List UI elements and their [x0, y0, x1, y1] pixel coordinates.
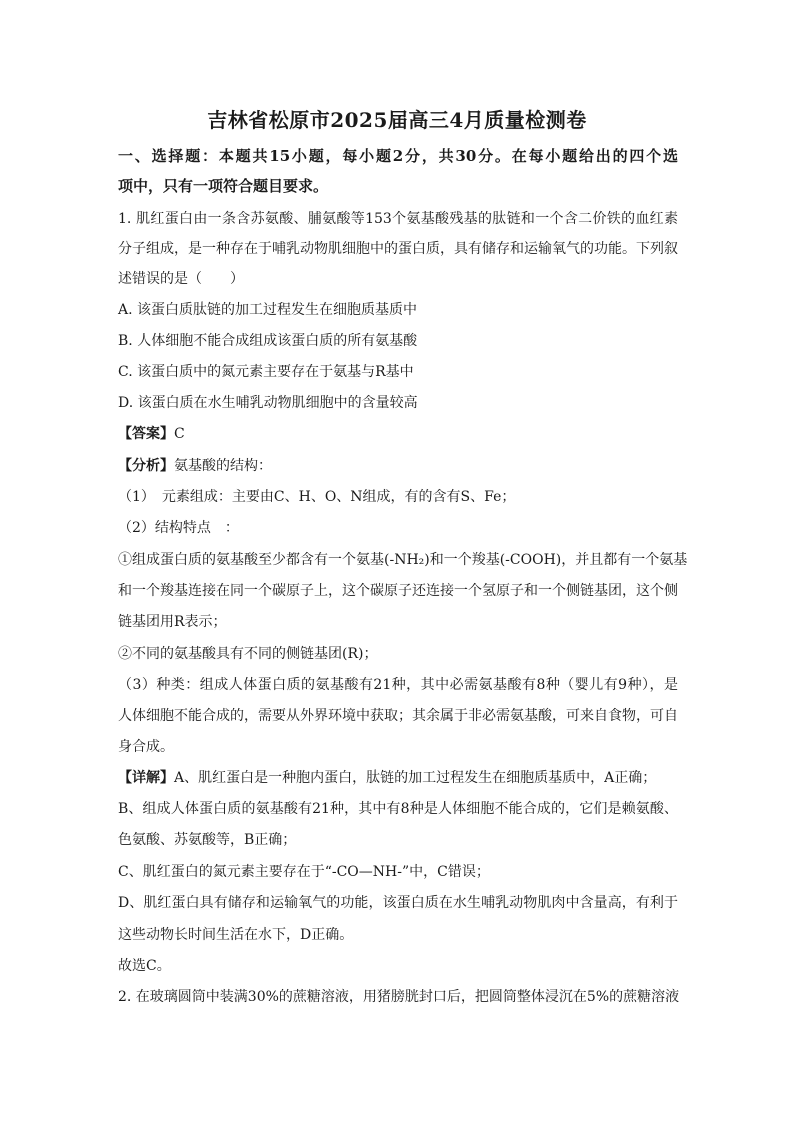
- analysis-head: 氨基酸的结构：: [174, 458, 272, 474]
- q1-analysis-line-5: 链基团用R表示；: [118, 614, 227, 630]
- q2-stem-line-1: 2. 在玻璃圆筒中装满30%的蔗糖溶液，用猪膀胱封口后，把圆筒整体浸沉在5%的蔗糖溶液: [118, 989, 680, 1005]
- answer-tag: 【答案】: [118, 426, 174, 442]
- section-heading-line-2: 项中，只有一项符合题目要求。: [118, 177, 329, 195]
- q1-detail-line-1: B、组成人体蛋白质的氨基酸有21种，其中有8种是人体细胞不能合成的，它们是赖氨酸、: [118, 801, 678, 817]
- q1-analysis-line-8: 人体细胞不能合成的，需要从外界环境中获取；其余属于非必需氨基酸，可来自食物，可自: [118, 708, 678, 724]
- q1-detail-line-5: 这些动物长时间生活在水下，D正确。: [118, 927, 354, 943]
- q1-detail-line-2: 色氨酸、苏氨酸等，B正确；: [118, 832, 297, 848]
- detail-head: A、肌红蛋白是一种胞内蛋白，肽链的加工过程发生在细胞质基质中，A正确；: [174, 770, 657, 786]
- q1-analysis-line-1: （1） 元素组成：主要由C、H、O、N组成，有的含有S、Fe；: [118, 489, 516, 505]
- page-title: 吉林省松原市2025届高三4月质量检测卷: [207, 108, 587, 132]
- q1-stem-line-3: 述错误的是（ ）: [118, 271, 244, 287]
- q1-option-a: A. 该蛋白质肽链的加工过程发生在细胞质基质中: [118, 302, 418, 318]
- q1-analysis-heading: [118, 456, 678, 476]
- answer-value: C: [174, 426, 185, 442]
- q1-option-b: B. 人体细胞不能合成组成该蛋白质的所有氨基酸: [118, 333, 418, 349]
- q1-analysis-line-7: （3）种类：组成人体蛋白质的氨基酸有21种，其中必需氨基酸有8种（婴儿有9种），是: [118, 677, 678, 693]
- q1-analysis-line-3: ①组成蛋白质的氨基酸至少都含有一个氨基(-NH₂)和一个羧基(-COOH)，并且都有一个氨基: [118, 552, 688, 568]
- q1-analysis-line-9: 身合成。: [118, 739, 174, 755]
- q1-analysis-line-4: 和一个羧基连接在同一个碳原子上，这个碳原子还连接一个氢原子和一个侧链基团，这个侧: [118, 583, 678, 599]
- q1-stem-line-2: 分子组成，是一种存在于哺乳动物肌细胞中的蛋白质，具有储存和运输氧气的功能。下列叙: [118, 241, 678, 257]
- section-heading-line-1: 一、选择题：本题共15小题，每小题2分，共30分。在每小题给出的四个选: [118, 147, 678, 165]
- q1-answer: [118, 424, 678, 444]
- q1-stem-line-1: 1. 肌红蛋白由一条含苏氨酸、脯氨酸等153个氨基酸残基的肽链和一个含二价铁的血红素: [118, 211, 678, 227]
- q1-option-c: C. 该蛋白质中的氮元素主要存在于氨基与R基中: [118, 364, 414, 380]
- q1-option-d: D. 该蛋白质在水生哺乳动物肌细胞中的含量较高: [118, 395, 418, 411]
- analysis-tag: 【分析】: [118, 458, 174, 474]
- q1-analysis-line-6: ②不同的氨基酸具有不同的侧链基团(R)；: [118, 646, 378, 662]
- detail-tag: 【详解】: [118, 770, 174, 786]
- q1-detail-line-3: C、肌红蛋白的氮元素主要存在于“-CO—NH-”中，C错误；: [118, 864, 490, 880]
- q1-analysis-line-2: （2）结构特点 ：: [118, 520, 239, 536]
- q1-detail-line-6: 故选C。: [118, 958, 171, 974]
- q1-detail-line-4: D、肌红蛋白具有储存和运输氧气的功能，该蛋白质在水生哺乳动物肌肉中含量高，有利于: [118, 895, 678, 911]
- q1-detail-heading: [118, 768, 678, 788]
